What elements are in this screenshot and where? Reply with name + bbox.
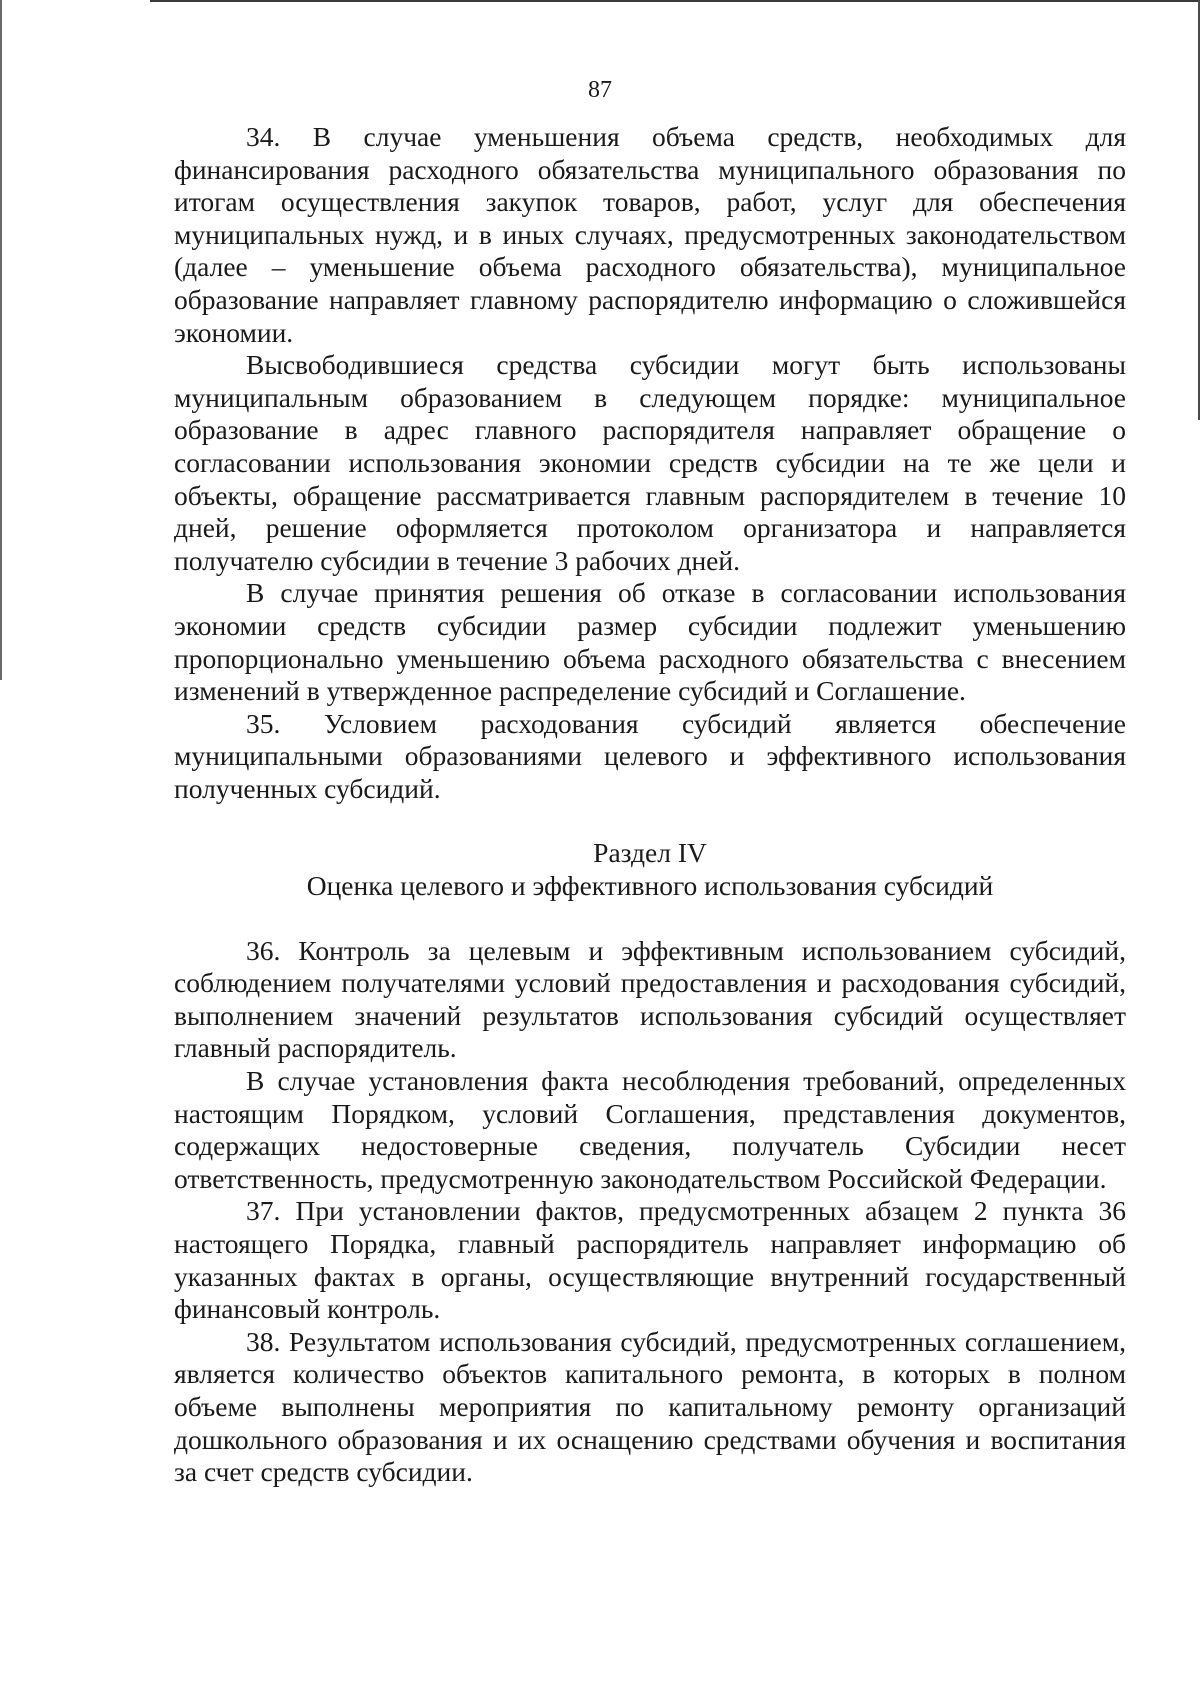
paragraph-38: 38. Результатом использования субсидий, предусмотренных соглашением, является количество объектов капитального ремонта, в которых в полном объеме выполнены мероприятия по капитальному ремонту организаций дошкольного образования и их оснащению средствами обучения и воспитания за счет средств субсидии.	[174, 1325, 1126, 1488]
paragraph-36: 36. Контроль за целевым и эффективным использованием субсидий, соблюдением получателями условий предоставления и расходования субсидий, выполнением значений результатов использования субсидий осуществляет главный распорядитель.	[174, 934, 1126, 1064]
paragraph-34-released-funds: Высвободившиеся средства субсидии могут быть использованы муниципальным образованием в следующем порядке: муниципальное образование в адрес главного распорядителя направляет обращение о согласовании использования экономии средств субсидии на те же цели и объекты, обращение рассматривается главным распорядителем в течение 10 дней, решение оформляется протоколом организатора и направляется получателю субсидии в течение 3 рабочих дней.	[174, 349, 1126, 576]
paragraph-37: 37. При установлении фактов, предусмотренных абзацем 2 пункта 36 настоящего Порядка, главный распорядитель направляет информацию об указанных фактах в органы, осуществляющие внутренний государственный финансовый контроль.	[174, 1195, 1126, 1325]
paragraph-35: 35. Условием расходования субсидий является обеспечение муниципальными образованиями целевого и эффективного использования полученных субсидий.	[174, 707, 1126, 804]
paragraph-34: 34. В случае уменьшения объема средств, необходимых для финансирования расходного обязательства муниципального образования по итогам осуществления закупок товаров, работ, услуг для обеспечения муниципальных нужд, и в иных случаях, предусмотренных законодательством (далее – уменьшение объема расходного обязательства), муниципальное образование направляет главному распорядителю информацию о сложившейся экономии.	[174, 121, 1126, 348]
paragraph-36-liability: В случае установления факта несоблюдения требований, определенных настоящим Порядком, условий Соглашения, представления документов, содержащих недостоверные сведения, получатель Субсидии несет ответственность, предусмотренную законодательством Российской Федерации.	[174, 1065, 1126, 1194]
section-title: Оценка целевого и эффективного использования субсидий	[306, 870, 994, 902]
scan-edge-top	[150, 0, 1200, 2]
section-heading	[174, 837, 1126, 902]
section-label: Раздел IV	[593, 837, 707, 869]
paragraph-34-refusal: В случае принятия решения об отказе в согласовании использования экономии средств субсидии размер субсидии подлежит уменьшению пропорционально уменьшению объема расходного обязательства с внесением изменений в утвержденное распределение субсидий и Соглашение.	[174, 577, 1126, 707]
document-body	[174, 121, 1126, 1489]
page-number: 87	[588, 77, 612, 103]
